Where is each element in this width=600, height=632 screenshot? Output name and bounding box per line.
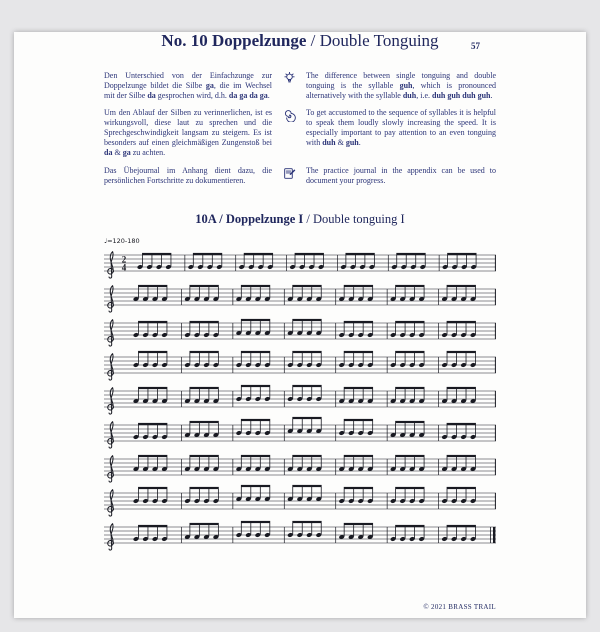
intro-german-paragraph-3: Das Übejournal im Anhang dient dazu, die persönlichen Fortschritte zu dokumentieren.	[104, 165, 272, 185]
title-german: No. 10 Doppelzunge	[161, 31, 307, 50]
intro-english-paragraph-1: The difference between single tonguing and double tonguing is the syllable guh, which is pronounced alternatively with the syllable duh, i.e. duh guh duh guh.	[306, 70, 497, 100]
page-content	[104, 71, 496, 552]
title-english: Double Tonguing	[319, 31, 439, 50]
journal-icon	[272, 166, 306, 186]
lightbulb-icon	[272, 71, 306, 101]
svg-text:4: 4	[121, 262, 127, 273]
staff	[104, 348, 496, 382]
staff	[104, 382, 496, 416]
svg-text:2: 2	[121, 254, 127, 265]
staff	[104, 450, 496, 484]
staff	[104, 484, 496, 518]
staff	[104, 246, 496, 280]
book-page	[14, 32, 586, 618]
staff	[104, 280, 496, 314]
staff	[104, 518, 496, 552]
intro-text-block	[104, 71, 496, 186]
exercise-number-title: 10A / Doppelzunge I	[195, 211, 304, 226]
swirl-icon	[272, 108, 306, 158]
page-title	[14, 32, 586, 51]
intro-german-paragraph-1: Den Unterschied von der Einfachzunge zur Doppelzunge bildet die Silbe ga, die im Wechsel mit der Silbe da gesprochen wird, d.h. da ga da ga.	[104, 70, 272, 100]
intro-german-paragraph-2: Um den Ablauf der Silben zu verinnerlichen, ist es wirkungsvoll, diese laut zu sprechen und die Sprechgeschwindigkeit langsam zu steigern. Es ist besonders auf einen gleichmäßigen Zungenstoß bei da & ga zu achten.	[104, 108, 272, 158]
exercise-heading	[104, 212, 496, 227]
tempo-marking: ♩=120-180	[104, 236, 140, 245]
exercise-separator: /	[303, 211, 314, 226]
exercise-subtitle-english: Double tonguing I	[313, 211, 405, 226]
title-separator: /	[306, 31, 320, 50]
staff	[104, 416, 496, 450]
intro-english-paragraph-3: The practice journal in the appendix can be used to document your progress.	[306, 165, 496, 185]
music-staves	[104, 246, 496, 552]
copyright-footer: © 2021 BRASS TRAIL	[423, 603, 496, 611]
staff	[104, 314, 496, 348]
intro-english-paragraph-2: To get accustomed to the sequence of syllables it is helpful to speak them loudly slowly increasing the speed. It is especially important to pay attention to an even tonguing with duh & guh.	[306, 108, 496, 148]
page-number: 57	[471, 41, 480, 51]
music-exercise	[104, 237, 496, 552]
